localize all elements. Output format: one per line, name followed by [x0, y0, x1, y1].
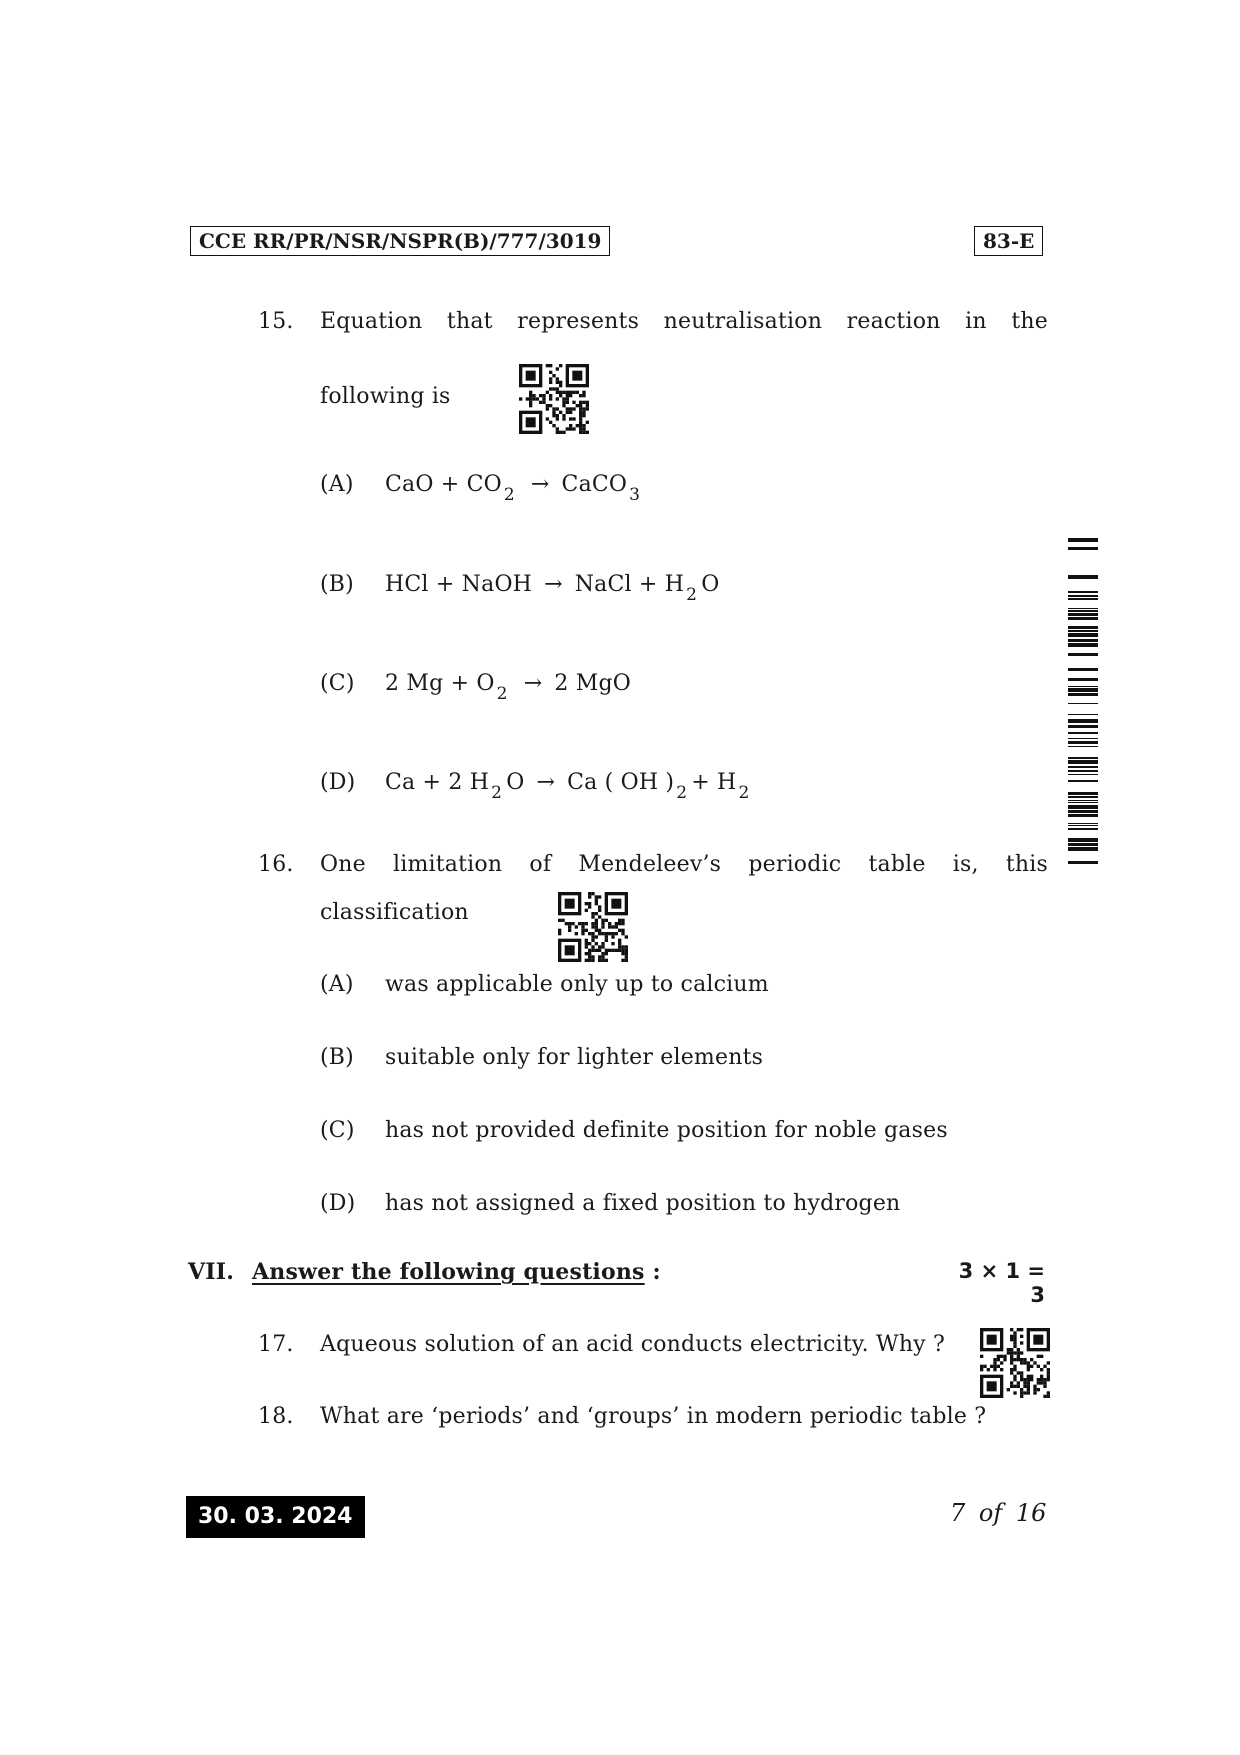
option-label: (D): [320, 1191, 356, 1216]
qr-code-icon: [519, 364, 589, 434]
option-text: suitable only for lighter elements: [385, 1045, 764, 1070]
word: table: [868, 852, 926, 877]
word: represents: [517, 309, 640, 334]
question-number: 18.: [258, 1404, 294, 1429]
arrow-icon: →: [523, 671, 543, 696]
word: in: [965, 309, 987, 334]
option-text: was applicable only up to calcium: [385, 972, 769, 997]
question-text-line2: following is: [320, 384, 451, 409]
option-label: (D): [320, 770, 356, 795]
qr-code-icon: [980, 1328, 1050, 1398]
option-a[interactable]: [320, 972, 1020, 1002]
word: neutralisation: [663, 309, 823, 334]
option-label: (A): [320, 472, 354, 497]
option-d[interactable]: [320, 770, 1020, 803]
option-d[interactable]: [320, 1191, 1020, 1221]
word: is,: [952, 852, 979, 877]
equation: HCl + NaOH → NaCl + H $_2$ O: [385, 572, 720, 605]
question-text: What are ‘periods’ and ‘groups’ in modern periodic table ?: [320, 1404, 987, 1429]
section-marks: 3 × 1 = 3: [958, 1259, 1045, 1307]
word: of: [529, 852, 552, 877]
word: this: [1005, 852, 1048, 877]
section-number: VII.: [188, 1259, 235, 1285]
word: that: [446, 309, 493, 334]
option-text: has not provided definite position for noble gases: [385, 1118, 948, 1143]
section-title-text: Answer the following questions: [252, 1259, 645, 1285]
section-title: [252, 1259, 661, 1285]
option-a[interactable]: [320, 472, 1020, 505]
arrow-icon: →: [536, 770, 556, 795]
option-label: (C): [320, 671, 355, 696]
equation: 2 Mg + O $_2$ → 2 MgO: [385, 671, 631, 704]
option-b[interactable]: [320, 572, 1020, 605]
word: reaction: [846, 309, 941, 334]
word: Mendeleev’s: [578, 852, 722, 877]
question-text-line2: classification: [320, 900, 469, 925]
equation: CaO + CO $_2$ → CaCO $_3$: [385, 472, 641, 505]
subject-code: 83-E: [974, 226, 1043, 256]
question-text: [320, 309, 1048, 334]
word: limitation: [393, 852, 503, 877]
word: the: [1011, 309, 1048, 334]
exam-date: 30. 03. 2024: [186, 1496, 365, 1538]
question-number: 17.: [258, 1332, 294, 1357]
option-label: (C): [320, 1118, 355, 1143]
option-c[interactable]: [320, 671, 1020, 704]
page-number: 7: [950, 1499, 966, 1527]
question-text: [320, 852, 1048, 877]
page-indicator: [950, 1499, 1046, 1527]
question-text: Aqueous solution of an acid conducts electricity. Why ?: [320, 1332, 946, 1357]
paper-code: CCE RR/PR/NSR/NSPR(B)/777/3019: [190, 226, 610, 256]
option-c[interactable]: [320, 1118, 1020, 1148]
word: periodic: [748, 852, 842, 877]
option-text: has not assigned a fixed position to hydrogen: [385, 1191, 901, 1216]
word: One: [320, 852, 366, 877]
option-b[interactable]: [320, 1045, 1020, 1075]
question-number: 16.: [258, 852, 294, 877]
equation: Ca + 2 H $_2$ O → Ca ( OH ) $_2$ + H $_2$: [385, 770, 750, 803]
qr-code-icon: [558, 892, 628, 962]
question-number: 15.: [258, 309, 294, 334]
option-label: (B): [320, 572, 354, 597]
option-label: (B): [320, 1045, 354, 1070]
option-label: (A): [320, 972, 354, 997]
arrow-icon: →: [530, 472, 550, 497]
page-of: of: [978, 1499, 1003, 1527]
arrow-icon: →: [544, 572, 563, 597]
page-total: 16: [1015, 1499, 1047, 1527]
word: Equation: [320, 309, 423, 334]
barcode-icon: [1068, 532, 1098, 872]
colon: :: [652, 1259, 661, 1285]
